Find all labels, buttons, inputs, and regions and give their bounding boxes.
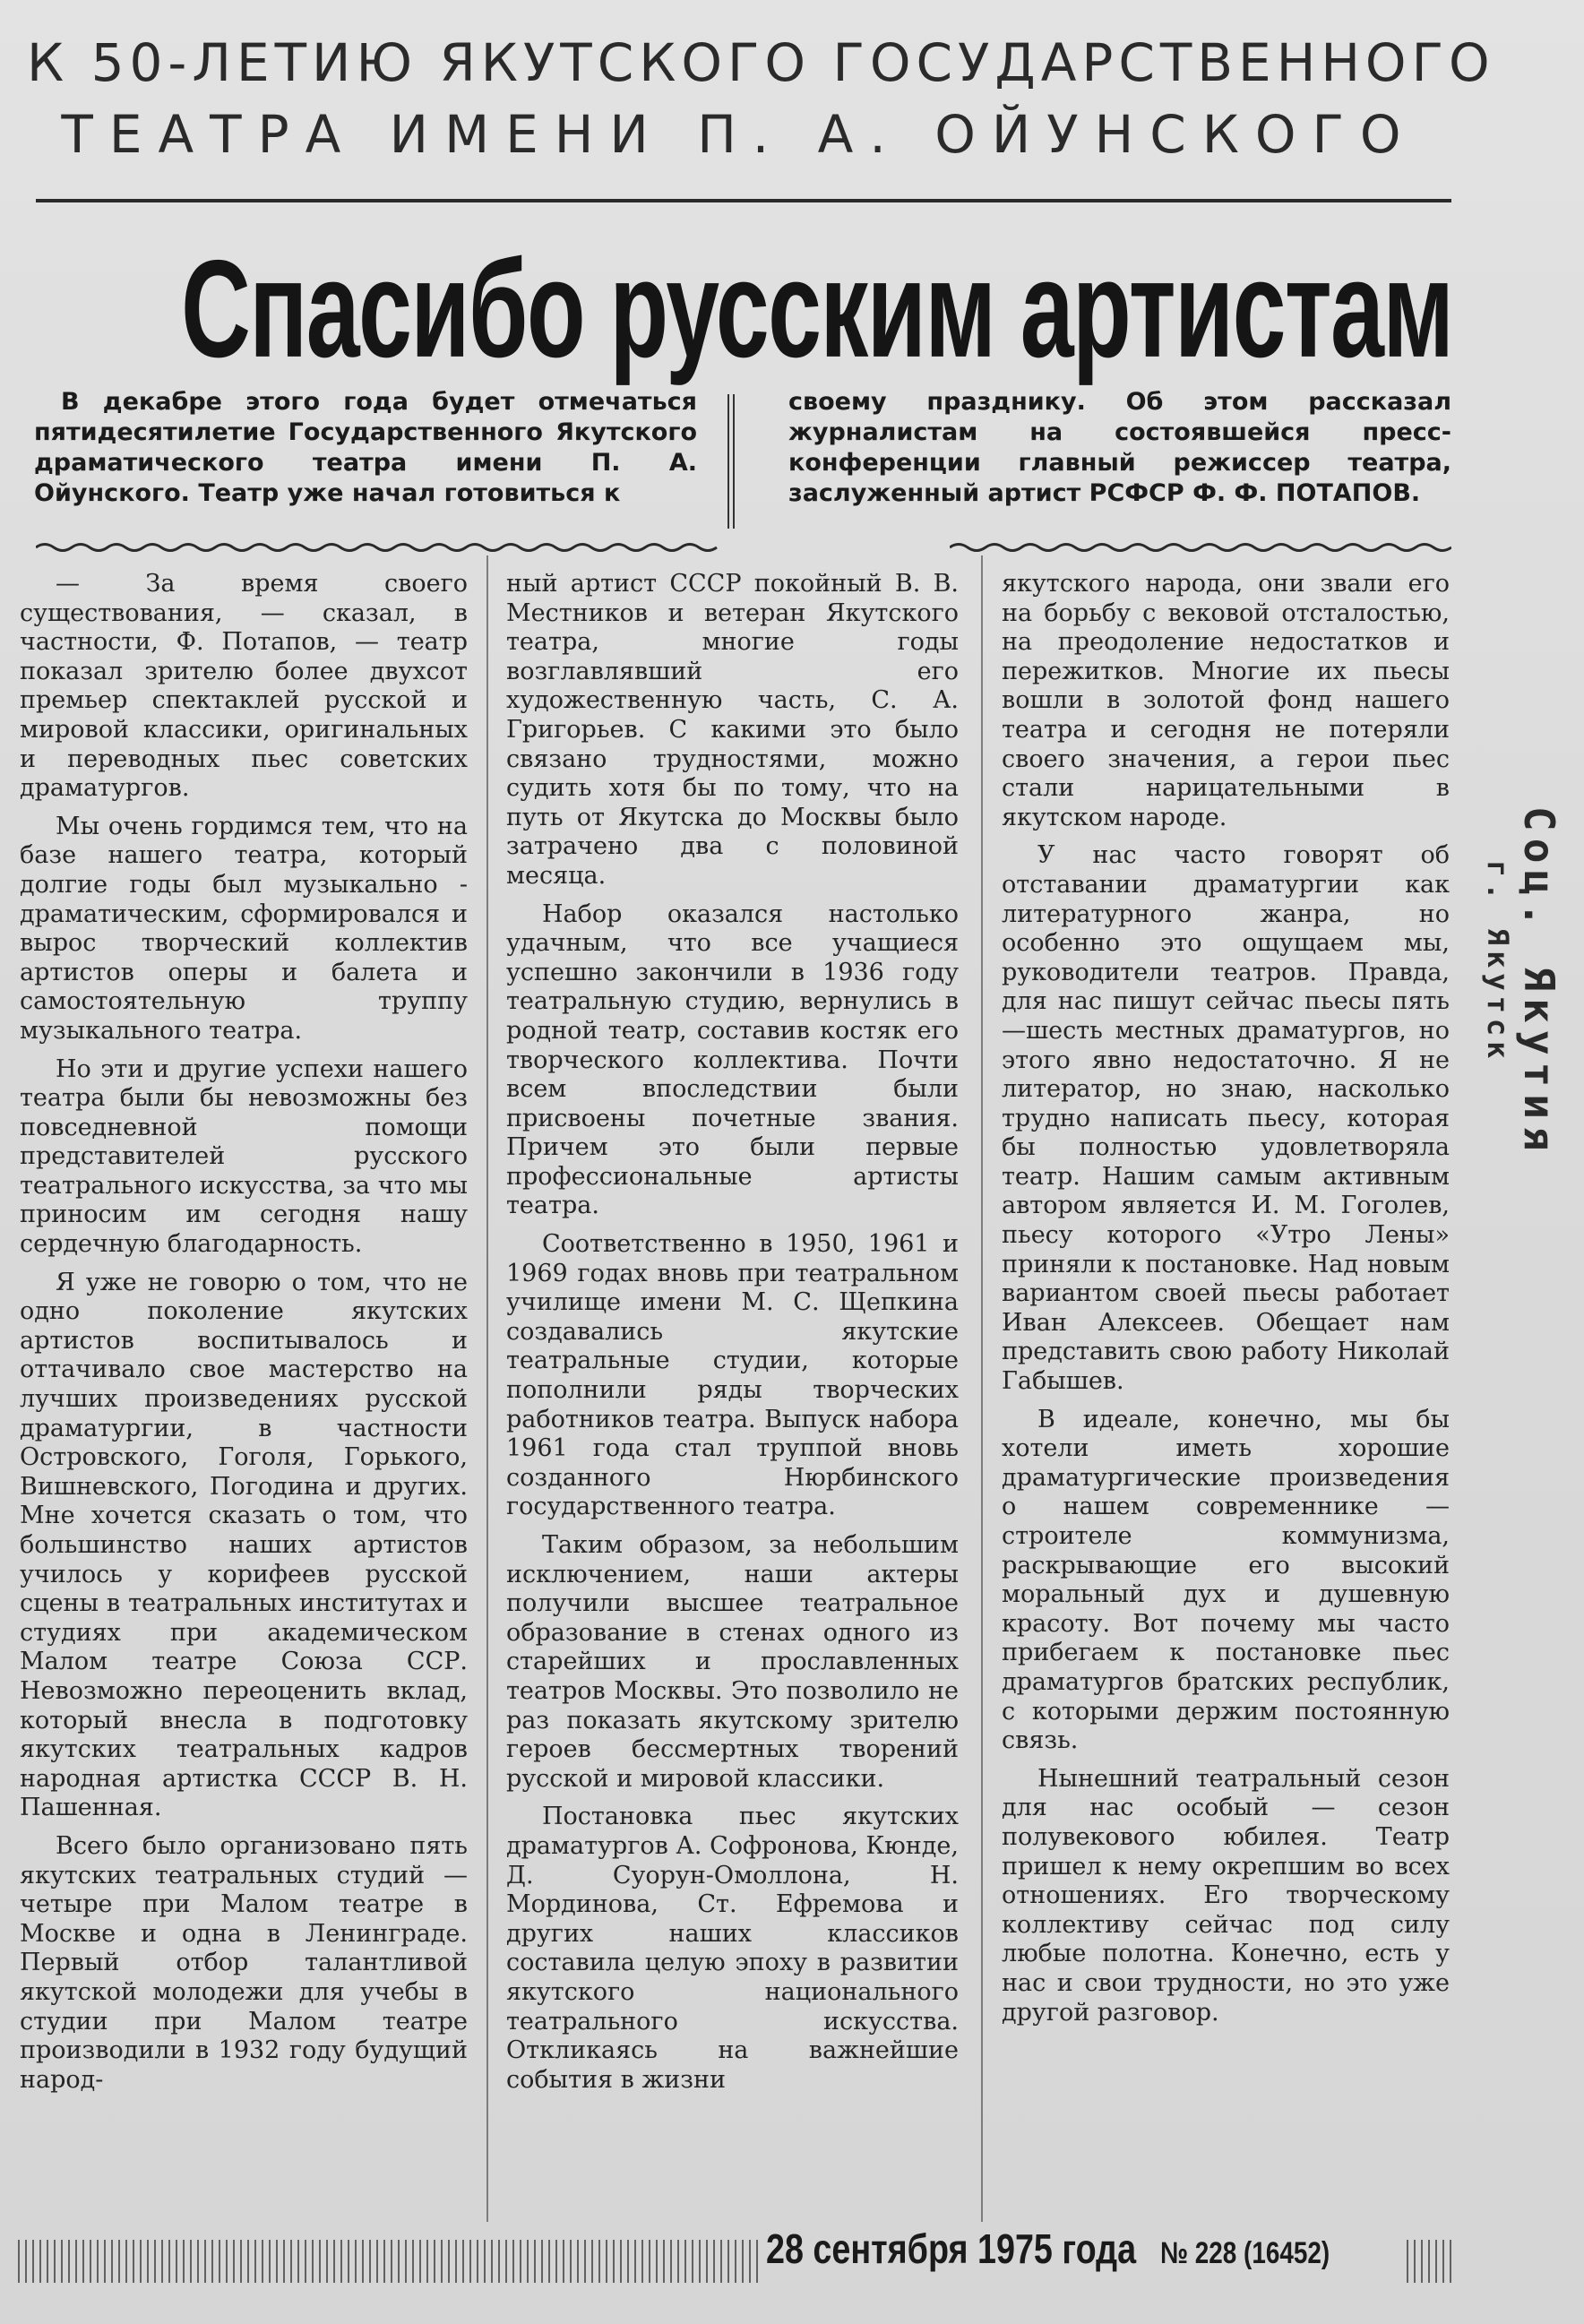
- source-newspaper: Соц. Якутия: [1515, 806, 1563, 1158]
- article-column-2: [506, 570, 959, 2104]
- lead-wavy-rule-right: [950, 541, 1451, 554]
- issue-number: № 228 (16452): [1159, 2236, 1330, 2270]
- paragraph: Я уже не говорю о том, что не одно поколение якутских артистов воспитывалось и оттачивало свое мастерство на лучших произведениях русской драматургии, в частности Островского, Гоголя, Горького, Вишневского, Погодина и других. Мне хочется сказать о том, что большинство наших артистов училось у корифеев русской сцены в театральных институтах и студиях при академическом Малом театре Союза ССР. Невозможно переоценить вклад, который внесла в подготовку якутских театральных кадров народная артистка СССР В. Н. Пашенная.: [20, 1268, 468, 1822]
- paragraph: У нас часто говорят об отставании драматургии как литературного жанра, но особенно это ощущаем мы, руководители театров. Правда, для нас пишут сейчас пьесы пять—шесть местных драматургов, но этого явно недостаточно. Я не литератор, но знаю, насколько трудно написать пьесу, которая бы полностью удовлетворяла театр. Нашим самым активным автором является И. М. Гоголев, пьесу которого «Утро Лены» приняли к постановке. Над новым вариантом своей пьесы работает Иван Алексеев. Обещает нам представить свою работу Николай Габышев.: [1002, 841, 1450, 1396]
- column-divider-1: [486, 555, 488, 2222]
- paragraph: Нынешний театральный сезон для нас особый — сезон полувекового юбилея. Театр пришел к нему окрепшим во всех отношениях. Его творческому коллективу сейчас под силу любые полотна. Конечно, есть у нас и свои трудности, но это уже другой разговор.: [1002, 1764, 1450, 2027]
- footer-rule-left: [18, 2240, 762, 2283]
- paragraph: Соответственно в 1950, 1961 и 1969 годах вновь при театральном училище имени М. С. Щепкина создавались якутские театральные студии, которые пополнили ряды творческих работников театра. Выпуск набора 1961 года стал труппой вновь созданного Нюрбинского государственного театра.: [506, 1230, 959, 1521]
- paragraph: Но эти и другие успехи нашего театра были бы невозможны без повседневной помощи представителей русского театрального искусства, за что мы приносим им сегодня нашу сердечную благодарность.: [20, 1054, 468, 1259]
- column-divider-2: [981, 555, 983, 2222]
- paragraph: якутского народа, они звали его на борьбу с вековой отсталостью, на преодоление недостатков и пережитков. Многие их пьесы вошли в золотой фонд нашего театра и сегодня не потеряли своего значения, а герои пьес стали нарицательными в якутском народе.: [1002, 570, 1450, 831]
- header-line-2: ТЕАТРА ИМЕНИ П. А. ОЙУНСКОГО: [61, 104, 1417, 165]
- paragraph: Таким образом, за небольшим исключением, наши актеры получили высшее театральное образование в стенах одного из старейших и прославленных театров Москвы. Это позволило не раз показать якутскому зрителю героев бессмертных творений русской и мировой классики.: [506, 1531, 959, 1793]
- lead-paragraph-left: В декабре этого года будет отмечаться пятидесятилетие Государственного Якутского драматического театра имени П. А. Ойунского. Театр уже начал готовиться к: [34, 388, 697, 507]
- paragraph: Набор оказался настолько удачным, что все учащиеся успешно закончили в 1936 году театральную студию, вернулись в родной театр, составив костяк его творческого коллектива. Почти всем впоследствии были присвоены почетные звания. Причем это были первые профессиональные артисты театра.: [506, 899, 959, 1220]
- article-column-1: [20, 570, 468, 2104]
- section-header: [27, 27, 1495, 170]
- header-line-1: К 50-ЛЕТИЮ ЯКУТСКОГО ГОСУДАРСТВЕННОГО: [27, 32, 1495, 93]
- paragraph: В идеале, конечно, мы бы хотели иметь хорошие драматургические произведения о нашем современнике — строителе коммунизма, раскрывающие его высокий моральный дух и душевную красоту. Вот почему мы часто прибегаем к постановке пьес драматургов братских республик, с которыми держим постоянную связь.: [1002, 1405, 1450, 1755]
- header-rule: [36, 199, 1451, 202]
- paragraph: Всего было организовано пять якутских театральных студий — четыре при Малом театре в Москве и одна в Ленинграде. Первый отбор талантливой якутской молодежи для учебы в студии при Малом театре производили в 1932 году будущий народ-: [20, 1831, 468, 2094]
- footer-rule-right: [1407, 2240, 1451, 2283]
- article-headline: Спасибо русским артистам: [181, 231, 1453, 387]
- paragraph: Мы очень гордимся тем, что на базе нашего театра, который долгие годы был музыкально - драматическим, сформировался и вырос творческий коллектив артистов оперы и балета и самостоятельную труппу музыкального театра.: [20, 812, 468, 1045]
- issue-date: 28 сентября 1975 года: [766, 2225, 1137, 2272]
- paragraph: — За время своего существования, — сказал, в частности, Ф. Потапов, — театр показал зрителю более двухсот премьер спектаклей русской и мировой классики, оригинальных и переводных пьес советских драматургов.: [20, 570, 468, 803]
- paragraph: Постановка пьес якутских драматургов А. Софронова, Кюнде, Д. Суорун-Омоллона, Н. Мординова, Ст. Ефремова и других наших классиков составила целую эпоху в развитии якутского национального театрального искусства. Откликаясь на важнейшие события в жизни: [506, 1803, 959, 2094]
- source-city: г. Якутск: [1481, 860, 1515, 1064]
- lead-wavy-rule-left: [36, 541, 726, 554]
- handwritten-source-note: [1438, 806, 1563, 1183]
- footer-dateline: [766, 2222, 1330, 2280]
- article-column-3: [1002, 570, 1450, 2036]
- paragraph: ный артист СССР покойный В. В. Местников и ветеран Якутского театра, многие годы возглавлявший его художественную часть, С. А. Григорьев. С какими это было связано трудностями, можно судить хотя бы по тому, что на путь от Якутска до Москвы было затрачено два с половиной месяца.: [506, 570, 959, 890]
- lead-paragraph-right: своему празднику. Об этом рассказал журналистам на состоявшейся пресс-конференции главный режиссер театра, заслуженный артист РСФСР Ф. Ф. ПОТАПОВ.: [788, 388, 1451, 507]
- lead-divider: [727, 394, 735, 529]
